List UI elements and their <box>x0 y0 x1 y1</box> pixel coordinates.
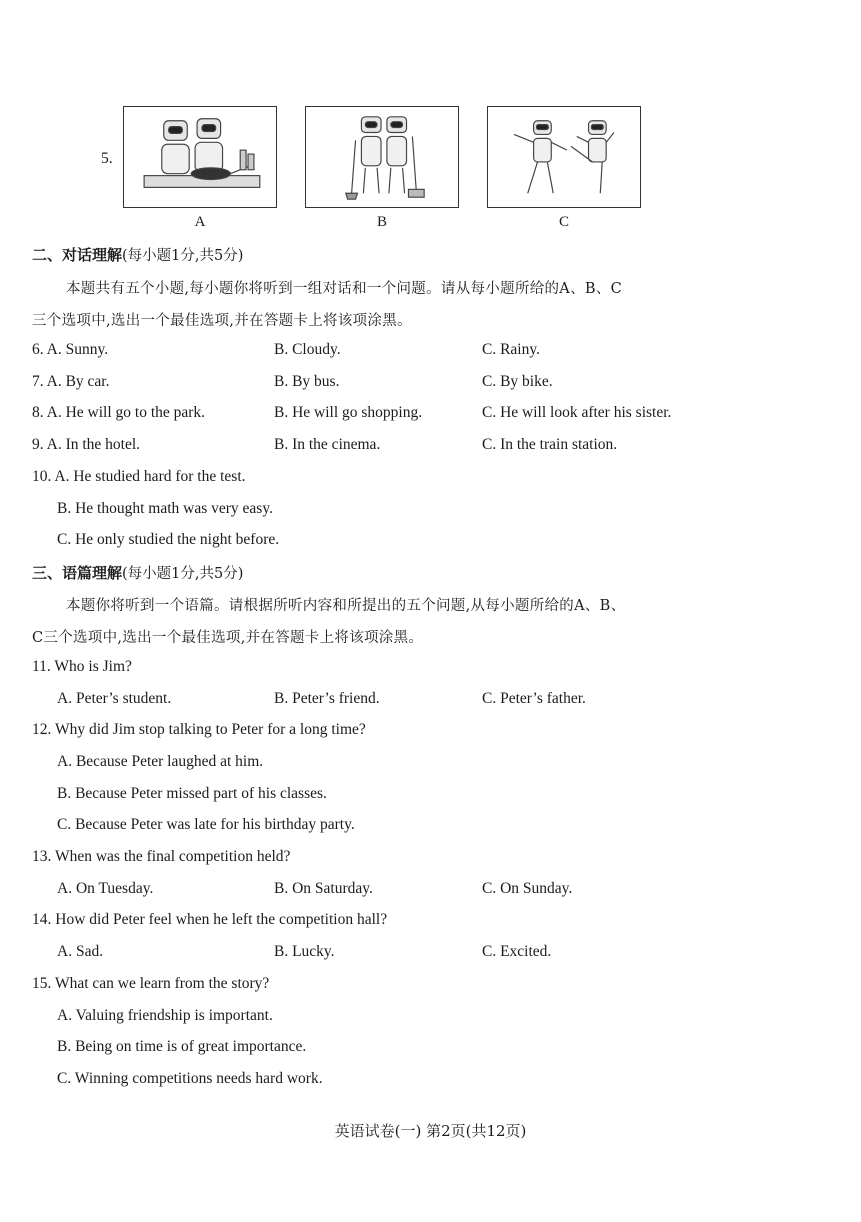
option-c-label: C <box>558 214 569 230</box>
q10-option-a: 10. A. He studied hard for the test. <box>32 468 246 485</box>
q15-option-a: A. Valuing friendship is important. <box>57 1007 273 1024</box>
q9-option-c: C. In the train station. <box>482 436 618 453</box>
q14-stem: 14. How did Peter feel when he left the competition hall? <box>32 911 388 928</box>
q6-option-c: C. Rainy. <box>482 341 540 358</box>
q15-stem: 15. What can we learn from the story? <box>32 975 270 992</box>
q9-option-b: B. In the cinema. <box>274 436 381 453</box>
q12-option-c: C. Because Peter was late for his birthday party. <box>57 816 355 833</box>
q6-option-b: B. Cloudy. <box>274 341 341 358</box>
q8-option-b: B. He will go shopping. <box>274 404 423 421</box>
section-2-instruction-line-1: 本题共有五个小题,每小题你将听到一组对话和一个问题。请从每小题所给的A、B、C <box>66 281 623 297</box>
question-5-number: 5. <box>101 150 113 167</box>
section-3-title: 三、语篇理解 <box>32 564 123 582</box>
q13-option-b: B. On Saturday. <box>274 880 373 897</box>
section-3-instruction-line-2: C三个选项中,选出一个最佳选项,并在答题卡上将该项涂黑。 <box>32 630 424 646</box>
q14-option-b: B. Lucky. <box>274 943 335 960</box>
q15-option-c: C. Winning competitions needs hard work. <box>57 1070 323 1087</box>
q7-option-c: C. By bike. <box>482 373 553 390</box>
robots-sweeping-image <box>305 106 459 208</box>
q13-stem: 13. When was the final competition held? <box>32 848 291 865</box>
robots-kungfu-image <box>487 106 641 208</box>
q12-option-a: A. Because Peter laughed at him. <box>57 753 264 770</box>
q7-option-a: 7. A. By car. <box>32 373 110 390</box>
q6-option-a: 6. A. Sunny. <box>32 341 109 358</box>
q13-option-c: C. On Sunday. <box>482 880 573 897</box>
q11-option-b: B. Peter’s friend. <box>274 690 380 707</box>
q8-option-c: C. He will look after his sister. <box>482 404 672 421</box>
q12-stem: 12. Why did Jim stop talking to Peter for a long time? <box>32 721 366 738</box>
page-footer: 英语试卷(一) 第2页(共12页) <box>334 1122 527 1140</box>
option-a-label: A <box>194 214 206 230</box>
section-2-heading <box>32 244 243 265</box>
section-2-title: 二、对话理解 <box>32 246 123 264</box>
q7-option-b: B. By bus. <box>274 373 340 390</box>
q11-option-c: C. Peter’s father. <box>482 690 586 707</box>
q14-option-a: A. Sad. <box>57 943 104 960</box>
q13-option-a: A. On Tuesday. <box>57 880 154 897</box>
q10-option-b: B. He thought math was very easy. <box>57 500 273 517</box>
q14-option-c: C. Excited. <box>482 943 552 960</box>
section-3-instruction-line-1: 本题你将听到一个语篇。请根据所听内容和所提出的五个问题,从每小题所给的A、B、 <box>66 598 626 614</box>
q12-option-b: B. Because Peter missed part of his classes. <box>57 785 327 802</box>
section-3-note: (每小题1分,共5分) <box>122 566 244 582</box>
q8-option-a: 8. A. He will go to the park. <box>32 404 206 421</box>
q9-option-a: 9. A. In the hotel. <box>32 436 141 453</box>
section-2-instruction-line-2: 三个选项中,选出一个最佳选项,并在答题卡上将该项涂黑。 <box>32 313 412 329</box>
q15-option-b: B. Being on time is of great importance. <box>57 1038 307 1055</box>
robots-cooking-image <box>123 106 277 208</box>
q10-option-c: C. He only studied the night before. <box>57 531 280 548</box>
option-b-label: B <box>376 214 387 230</box>
q11-option-a: A. Peter’s student. <box>57 690 172 707</box>
q11-stem: 11. Who is Jim? <box>32 658 132 675</box>
section-2-note: (每小题1分,共5分) <box>122 248 244 264</box>
section-3-heading <box>32 562 243 583</box>
